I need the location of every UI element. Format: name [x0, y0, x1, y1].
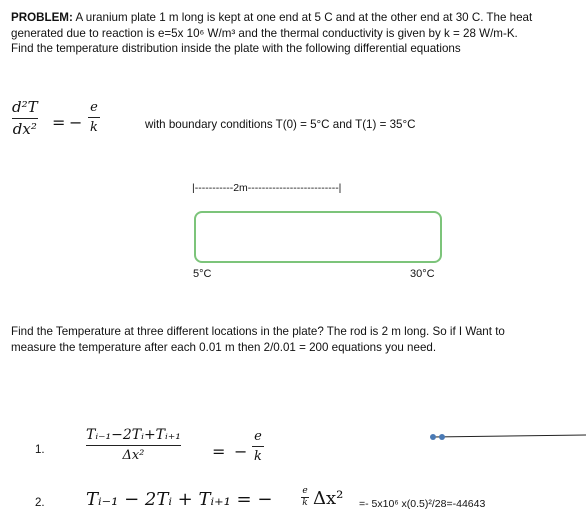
dot-marker	[439, 434, 445, 440]
uranium-plate	[194, 211, 442, 263]
step-1-minus: −	[234, 442, 248, 461]
equation-rhs-numerator: e	[90, 100, 98, 115]
fraction-bar	[252, 446, 264, 447]
step-2-fraction	[301, 487, 309, 508]
step-1-denominator: Δx²	[122, 448, 145, 463]
equation-lhs-denominator: dx²	[12, 120, 37, 138]
problem-statement	[11, 10, 581, 57]
fraction-bar	[86, 445, 181, 446]
fraction-bar	[88, 117, 100, 118]
step-1-rhs-numerator: e	[254, 429, 262, 444]
right-temperature: 30°C	[410, 268, 435, 280]
step-1-rhs-denominator: k	[254, 449, 262, 464]
step-2-expression: Tᵢ₋₁ − 2Tᵢ + Tᵢ₊₁ = −	[86, 489, 273, 510]
equation-minus: −	[69, 113, 83, 132]
step-2-frac-numerator: e	[302, 486, 308, 496]
step-2-result: =- 5x10⁶ x(0.5)²/28=-44643	[359, 498, 486, 510]
step-number-2: 2.	[35, 497, 45, 509]
step-2-tail: Δx²	[313, 488, 344, 509]
step-1-numerator: Tᵢ₋₁−2Tᵢ+Tᵢ₊₁	[86, 427, 181, 443]
equation-rhs-denominator: k	[90, 120, 98, 135]
dot-marker	[430, 434, 436, 440]
equation-lhs-fraction	[12, 100, 38, 137]
problem-line-3: Find the temperature distribution inside the plate with the following differential equations	[11, 42, 461, 56]
problem-label: PROBLEM:	[11, 11, 73, 24]
plate-length-label: |-----------2m--------------------------|	[192, 182, 342, 194]
step-1-equals: =	[212, 442, 226, 461]
equation-rhs-fraction	[88, 101, 100, 134]
step-1-rhs-fraction	[252, 430, 264, 463]
question-text	[11, 324, 505, 355]
fraction-bar	[12, 118, 38, 119]
problem-line-2: generated due to reaction is e=5x 10⁶ W/m³ and the thermal conductivity is given by k = 28 W/m-K.	[11, 26, 518, 40]
equation-equals: =	[52, 113, 66, 132]
connector-line	[428, 430, 586, 444]
step-2-frac-denominator: k	[302, 498, 308, 508]
left-temperature: 5°C	[193, 268, 212, 280]
question-line-1: Find the Temperature at three different locations in the plate? The rod is 2 m long. So if I Want to	[11, 325, 505, 338]
question-line-2: measure the temperature after each 0.01 m then 2/0.01 = 200 equations you need.	[11, 340, 437, 354]
step-number-1: 1.	[35, 444, 45, 456]
boundary-conditions: with boundary conditions T(0) = 5°C and T(1) = 35°C	[145, 118, 416, 131]
step-1-lhs-fraction	[86, 428, 181, 462]
problem-line-1: A uranium plate 1 m long is kept at one end at 5 C and at the other end at 30 C. The heat	[75, 11, 533, 24]
equation-lhs-numerator: d²T	[12, 98, 38, 116]
